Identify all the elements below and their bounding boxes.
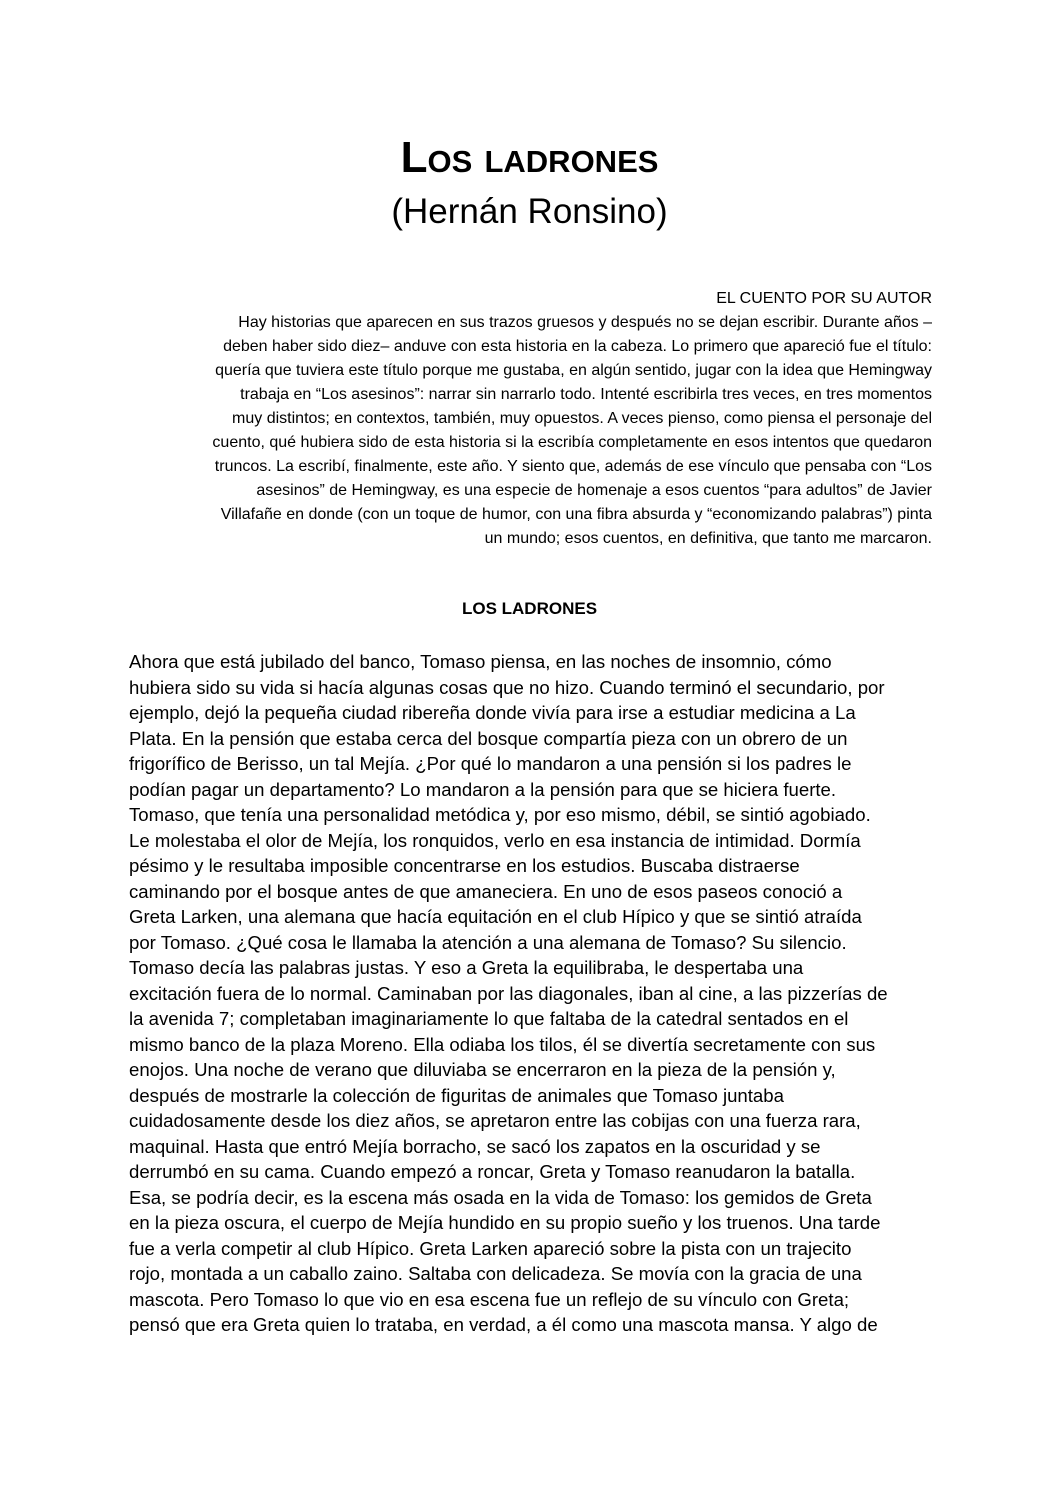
story-line: caminando por el bosque antes de que amaneciera. En uno de esos paseos conoció a (129, 880, 843, 902)
intro-line: quería que tuviera este título porque me gustaba, en algún sentido, jugar con la idea que Hemingway (215, 362, 932, 379)
story-line: Ahora que está jubilado del banco, Tomaso piensa, en las noches de insomnio, cómo (129, 651, 832, 672)
story-line: excitación fuera de lo normal. Caminaban por las diagonales, iban al cine, a las pizzerías de (129, 982, 888, 1004)
story-line: frigorífico de Berisso, un tal Mejía. ¿Por qué lo mandaron a una pensión si los padres le (129, 753, 852, 774)
story-line: podían pagar un departamento? Lo mandaron a la pensión para que se hiciera fuerte. (129, 778, 837, 800)
story-line: en la pieza oscura, el cuerpo de Mejía hundido en su propio sueño y los truenos. Una tarde (129, 1212, 881, 1233)
intro-line: deben haber sido diez– anduve con esta historia en la cabeza. Lo primero que apareció fue el título: (223, 338, 932, 355)
story-line: cuidadosamente desde los diez años, se apretaron entre las cobijas con una fuerza rara, (129, 1110, 861, 1131)
story-line: rojo, montada a un caballo zaino. Saltaba con delicadeza. Se movía con la gracia de una (129, 1263, 862, 1284)
story-line: pensó que era Greta quien lo trataba, en verdad, a él como una mascota mansa. Y algo de (129, 1314, 878, 1335)
document-title: Los ladrones (400, 133, 659, 182)
story-line: Le molestaba el olor de Mejía, los ronquidos, verlo en esa instancia de intimidad. Dormía (129, 829, 861, 851)
story-line: Tomaso decía las palabras justas. Y eso a Greta la equilibraba, le despertaba una (129, 957, 804, 978)
story-line: enojos. Una noche de verano que diluviaba se encerraron en la pieza de la pensión y, (129, 1059, 836, 1080)
story-line: derrumbó en su cama. Cuando empezó a roncar, Greta y Tomaso reanudaron la batalla. (129, 1161, 856, 1182)
story-line: ejemplo, dejó la pequeña ciudad ribereña donde vivía para irse a estudiar medicina a La (129, 702, 856, 723)
intro-line: asesinos” de Hemingway, es una especie de homenaje a esos cuentos “para adultos” de Javier (256, 482, 932, 499)
intro-line: cuento, qué hubiera sido de esta historia si la escribía completamente en esos intentos que quedaron (212, 434, 932, 451)
intro-line: Hay historias que aparecen en sus trazos gruesos y después no se dejan escribir. Durante años – (238, 314, 932, 331)
document-author: (Hernán Ronsino) (391, 192, 668, 231)
intro-line: muy distintos; en contextos, también, muy opuestos. A veces pienso, como piensa el personaje del (232, 410, 932, 427)
author-intro (120, 287, 932, 551)
story-line: Greta Larken, una alemana que hacía equitación en el club Hípico y que se sintió atraída (129, 906, 862, 927)
story-line: Esa, se podría decir, es la escena más osada en la vida de Tomaso: los gemidos de Greta (129, 1186, 872, 1208)
intro-line: un mundo; esos cuentos, en definitiva, que tanto me marcaron. (484, 530, 932, 547)
story-line: Plata. En la pensión que estaba cerca del bosque compartía pieza con un obrero de un (129, 727, 848, 749)
story-line: maquinal. Hasta que entró Mejía borracho, se sacó los zapatos en la oscuridad y se (129, 1135, 821, 1157)
story-title: LOS LADRONES (461, 599, 598, 618)
intro-heading: EL CUENTO POR SU AUTOR (716, 290, 932, 307)
story-body (129, 649, 929, 1338)
story-line: fue a verla competir al club Hípico. Greta Larken apareció sobre la pista con un trajecito (129, 1237, 852, 1259)
intro-line: truncos. La escribí, finalmente, este año. Y siento que, además de ese vínculo que pensaba con “Los (214, 458, 932, 475)
story-line: después de mostrarle la colección de figuritas de animales que Tomaso juntaba (129, 1084, 784, 1106)
story-line: hubiera sido su vida si hacía algunas cosas que no hizo. Cuando terminó el secundario, por (129, 676, 885, 698)
story-line: la avenida 7; completaban imaginariamente lo que faltaba de la catedral sentados en el (129, 1008, 849, 1029)
story-line: pésimo y le resultaba imposible concentrarse en los estudios. Buscaba distraerse (129, 855, 800, 876)
story-line: mascota. Pero Tomaso lo que vio en esa escena fue un reflejo de su vínculo con Greta; (129, 1288, 850, 1310)
story-line: Tomaso, que tenía una personalidad metódica y, por eso mismo, débil, se sintió agobiado. (129, 804, 871, 825)
intro-line: trabaja en “Los asesinos”: narrar sin narrarlo todo. Intenté escribirla tres veces, en tres momentos (240, 386, 932, 403)
story-line: mismo banco de la plaza Moreno. Ella odiaba los tilos, él se divertía secretamente con sus (129, 1033, 876, 1055)
story-line: por Tomaso. ¿Qué cosa le llamaba la atención a una alemana de Tomaso? Su silencio. (129, 931, 847, 953)
intro-line: Villafañe en donde (con un toque de humor, con una fibra absurda y “economizando palabras”) pinta (220, 506, 932, 523)
